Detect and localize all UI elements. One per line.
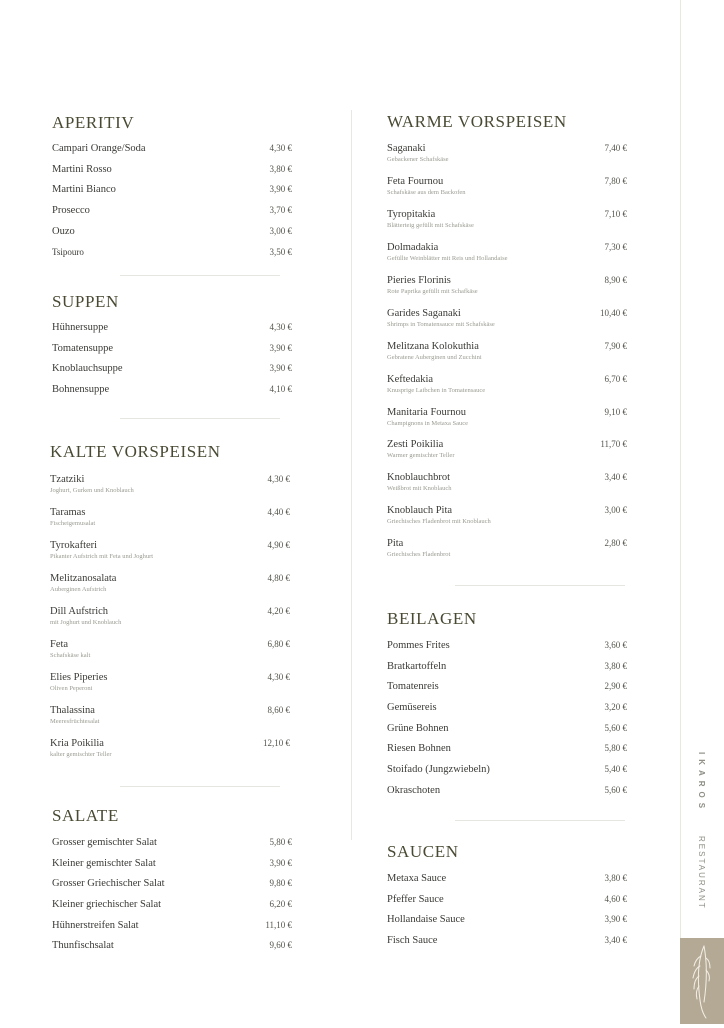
divider [120,786,280,787]
item-name: Thunfischsalat [52,940,114,951]
item-price: 4,30 € [269,322,292,332]
item-price: 3,00 € [604,505,627,515]
feather-wing-icon [680,938,724,1024]
item-description: mit Joghurt und Knoblauch [50,619,122,626]
brand-logo-panel [680,938,724,1024]
divider [455,585,625,586]
item-name: Kria Poikilia [50,738,104,749]
item-name: Tyrokafteri [50,540,98,551]
section-aperitiv [52,113,292,263]
item-name: Tomatenreis [387,681,439,692]
item-name: Stoifado (Jungzwiebeln) [387,764,490,775]
item-description: Griechisches Fladenbrot mit Knoblauch [387,518,491,525]
item-price: 6,20 € [269,899,292,909]
item-description: Gebackener Schafskäse [387,156,449,163]
item-price: 3,90 € [269,858,292,868]
item-price: 11,70 € [600,439,627,449]
item-description: Weißbrot mit Knoblauch [387,485,452,492]
item-name: Pieries Florinis [387,275,451,286]
item-name: Elies Piperies [50,672,108,683]
item-name: Knoblauchsuppe [52,363,123,374]
item-price: 6,70 € [604,374,627,384]
section-title: SUPPEN [52,292,119,311]
item-description: Schafskäse aus dem Backofen [387,189,466,196]
item-price: 11,10 € [265,920,292,930]
item-description: Fischeigemusalat [50,520,96,527]
item-name: Dolmadakia [387,242,439,253]
item-name: Metaxa Sauce [387,873,447,884]
item-price: 12,10 € [263,738,290,748]
item-price: 8,90 € [604,275,627,285]
item-price: 3,70 € [269,205,292,215]
item-name: Grosser Griechischer Salat [52,878,165,889]
item-price: 6,80 € [267,639,290,649]
item-price: 3,00 € [269,226,292,236]
section-title: WARME VORSPEISEN [387,112,567,131]
section-title: KALTE VORSPEISEN [50,442,221,461]
item-price: 3,90 € [604,914,627,924]
item-name: Tzatziki [50,474,85,485]
item-price: 3,20 € [604,702,627,712]
item-description: Warmer gemischter Teller [387,452,455,459]
item-price: 3,80 € [604,661,627,671]
section-title: SAUCEN [387,842,459,861]
item-price: 4,10 € [269,384,292,394]
column-divider [351,110,352,840]
item-name: Grosser gemischter Salat [52,837,157,848]
item-name: Pfeffer Sauce [387,894,444,905]
item-price: 7,90 € [604,341,627,351]
item-name: Okraschoten [387,785,441,796]
item-price: 5,80 € [269,837,292,847]
item-name: Dill Aufstrich [50,606,109,617]
item-name: Ouzo [52,226,75,237]
item-price: 4,30 € [267,672,290,682]
item-name: Hollandaise Sauce [387,914,465,925]
item-price: 3,90 € [269,343,292,353]
item-price: 3,40 € [604,472,627,482]
divider [455,820,625,821]
item-price: 9,10 € [604,407,627,417]
item-name: Taramas [50,507,86,518]
section-title: BEILAGEN [387,609,477,628]
item-name: Pommes Frites [387,640,450,651]
item-name: Saganaki [387,143,426,154]
item-name: Martini Bianco [52,184,116,195]
brand-vertical [686,752,716,922]
item-name: Martini Rosso [52,164,112,175]
item-price: 5,80 € [604,743,627,753]
item-price: 5,60 € [604,785,627,795]
item-description: Shrimps in Tomatensauce mit Schafskäse [387,321,495,328]
page-edge-divider [680,0,681,938]
section-suppen [52,292,292,402]
item-name: Bratkartoffeln [387,661,447,672]
item-description: Meeresfrüchtesalat [50,718,100,725]
section-beilagen [387,609,627,799]
item-name: Feta [50,639,69,650]
item-description: Blätterteig gefüllt mit Schafskäse [387,222,474,229]
brand-subtitle: RESTAURANT [697,836,706,910]
item-price: 4,30 € [267,474,290,484]
item-name: Keftedakia [387,374,434,385]
item-description: Joghurt, Gurken und Knoblauch [50,487,134,494]
item-name: Prosecco [52,205,90,216]
item-price: 4,20 € [267,606,290,616]
item-price: 3,80 € [269,164,292,174]
item-price: 4,80 € [267,573,290,583]
item-name: Kleiner gemischter Salat [52,858,156,869]
item-description: Griechisches Fladenbrot [387,551,451,558]
item-name: Kleiner griechischer Salat [52,899,162,910]
item-name: Bohnensuppe [52,384,110,395]
item-description: kalter gemischter Teller [50,751,112,758]
section-warme-vorspeisen [387,112,627,572]
item-price: 3,90 € [269,184,292,194]
item-price: 7,30 € [604,242,627,252]
item-name: Tsipouro [52,247,84,257]
item-name: Tomatensuppe [52,343,114,354]
item-price: 7,80 € [604,176,627,186]
item-name: Grüne Bohnen [387,723,449,734]
item-price: 5,40 € [604,764,627,774]
item-price: 3,90 € [269,363,292,373]
item-name: Pita [387,538,404,549]
item-name: Melitzanosalata [50,573,117,584]
item-name: Gemüsereis [387,702,437,713]
section-kalte-vorspeisen [50,442,292,762]
item-price: 3,50 € [269,247,292,257]
item-price: 8,60 € [267,705,290,715]
section-saucen [387,842,627,952]
item-price: 9,80 € [269,878,292,888]
item-description: Champignons in Metaxa Sauce [387,420,469,427]
item-price: 4,60 € [604,894,627,904]
section-salate [52,806,292,956]
item-price: 7,10 € [604,209,627,219]
item-description: Gebratene Auberginen und Zucchini [387,354,482,361]
section-title: APERITIV [52,113,135,132]
item-name: Fisch Sauce [387,935,438,946]
item-name: Hühnerstreifen Salat [52,920,139,931]
item-name: Knoblauchbrot [387,472,450,483]
item-name: Tyropitakia [387,209,436,220]
item-price: 5,60 € [604,723,627,733]
item-price: 10,40 € [600,308,627,318]
item-description: Oliven Peperoni [50,685,93,692]
item-name: Campari Orange/Soda [52,143,146,154]
brand-name: IKAROS [697,752,706,814]
item-price: 3,80 € [604,873,627,883]
item-price: 4,90 € [267,540,290,550]
item-name: Manitaria Fournou [387,407,467,418]
item-name: Thalassina [50,705,95,716]
divider [120,418,280,419]
item-price: 2,90 € [604,681,627,691]
item-price: 3,60 € [604,640,627,650]
item-price: 7,40 € [604,143,627,153]
item-name: Hühnersuppe [52,322,108,333]
item-name: Garides Saganaki [387,308,461,319]
item-name: Zesti Poikilia [387,439,444,450]
item-description: Pikanter Aufstrich mit Feta und Joghurt [50,553,154,560]
item-price: 3,40 € [604,935,627,945]
item-price: 4,30 € [269,143,292,153]
item-description: Knusprige Laibchen in Tomatensauce [387,387,486,394]
item-description: Gefüllte Weinblätter mit Reis und Hollandaise [387,255,508,262]
item-description: Schafskäse kalt [50,652,91,659]
item-description: Rote Paprika gefüllt mit Schafkäse [387,288,478,295]
section-title: SALATE [52,806,119,825]
divider [120,275,280,276]
item-price: 2,80 € [604,538,627,548]
item-name: Melitzana Kolokuthia [387,341,479,352]
item-price: 9,60 € [269,940,292,950]
item-price: 4,40 € [267,507,290,517]
item-name: Riesen Bohnen [387,743,451,754]
item-name: Knoblauch Pita [387,505,453,516]
item-description: Auberginen Aufstrich [50,586,107,593]
item-name: Feta Fournou [387,176,444,187]
